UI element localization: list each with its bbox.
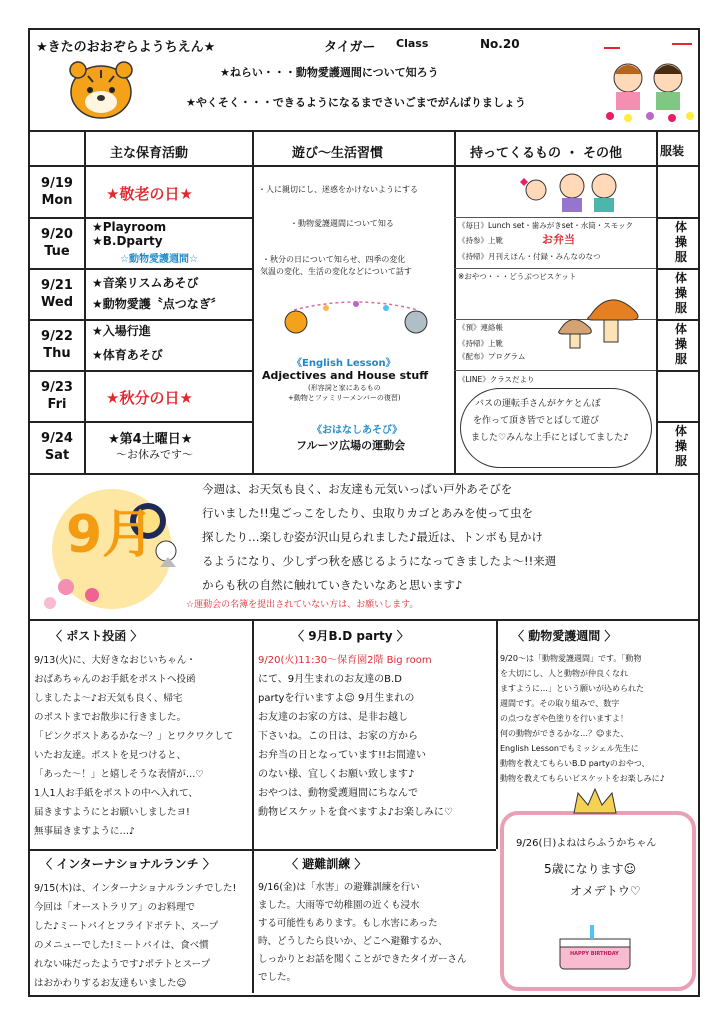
birthday-line-3: オメデトウ♡ [570,884,641,898]
post-line: おばあちゃんのお手紙をポストへ投函 [34,674,196,685]
bd-line: 9/20(火)11:30～保育園2階 Big room [258,655,432,666]
animal-line: English Lessonでもミッシェル先生に [500,744,639,753]
bd-line: 下さいね。この日は、お家の方から [258,731,418,742]
english-lesson-sub2: +動物とファミリーメンバーの復習) [288,394,401,402]
birthday-line-1: 9/26(日)よねはらふうかちゃん [516,838,657,849]
lunch-title: 〈 インターナショナルランチ 〉 [40,857,215,871]
animals-garland-illustration [276,292,436,338]
col-play-header: 遊び～生活習慣 [292,146,384,161]
weekly-message-section [28,475,700,621]
birthday-line-2: 5歳になります☺ [544,862,637,876]
bd-line: partyを行いますよ☺ 9月生まれの [258,693,415,704]
day-wed: 9/21 Wed [41,278,73,310]
cake-text: HAPPY BIRTHDAY [570,951,619,957]
activity-tue-1: ★Playroom [92,220,167,234]
drill-line: 9/16(金)は「水害」の避難訓練を行い [258,882,420,893]
birthday-cake-illustration [550,921,640,977]
col-activity-header: 主な保育活動 [110,146,189,161]
bd-party-title: 〈 9月B.D party 〉 [292,629,409,643]
message-line-3: 探したり…楽しむ姿が沢山見られました♪最近は、トンボも見かけ [202,530,543,544]
lunch-line: 今回は「オーストラリア」のお料理で [34,902,196,913]
header-box [28,28,700,132]
grandparents-illustration [510,168,630,214]
item-program: 《配布》プログラム [458,352,526,361]
item-daily: 《毎日》Lunch set・歯みがきset・水筒・スモック [458,221,634,230]
activity-sat-1: ★第4土曜日★ [108,432,193,447]
bd-line: お弁当の日となっています!!お間違い [258,750,427,761]
lunch-line: 9/15(木)は、インターナショナルランチでした! [34,883,237,894]
clothes-tue: 体 操 服 [674,220,687,264]
activity-tue-2: ★B.Dparty [92,234,163,248]
post-line: 1人1人お手紙をポストの中へ入れて、 [34,788,198,799]
drill-line: でした。 [258,972,297,983]
promise-text: ★やくそく・・・できるようになるまでさいごまでがんばりましょう [186,96,526,109]
clothes-sat: 体 操 服 [674,424,687,468]
item-take-home-shoes: 《持帰》上靴 [458,339,503,348]
activity-sat-2: ～お休みです～ [116,448,193,461]
bottom-articles [28,621,700,997]
message-line-1: 今週は、お天気も良く、お友達も元気いっぱい戸外あそびを [202,482,513,496]
message-line-2: 行いました!!鬼ごっこをしたり、虫取りカゴとあみを使って虫を [202,506,533,520]
post-line: 届きますようにとお願いしましたヨ! [34,807,190,818]
post-line: 「あった～！」と嬉しそうな表情が…♡ [34,769,204,780]
english-lesson-sub1: (形容詞と家にあるもの [308,384,381,392]
post-line: のポストまでお散歩に行きました。 [34,712,187,723]
item-take-home: 《持帰》月刊えほん・付録・みんなのなつ [458,252,601,261]
story-play-title: 《おはなしあそび》 [312,425,403,436]
clothes-thu: 体 操 服 [674,322,687,366]
bd-line: のない様、宜しくお願い致します♪ [258,769,415,780]
english-lesson-title: 《English Lesson》 [292,358,396,369]
activity-wed-2: ★動物愛護〝点つなぎ〞 [92,297,223,311]
day-mon: 9/19 Mon [41,176,73,208]
post-line: 9/13(火)に、大好きなおじいちゃん・ [34,655,196,666]
animal-line: を大切にし、人と動物が仲良くなれ [500,669,628,678]
item-bring-shoes: 《持参》上靴 [458,236,503,245]
bd-line: にて、9月生まれのお友達のB.D [258,674,402,685]
col-clothes-header: 服装 [660,144,685,158]
animal-week-title: 〈 動物愛護週間 〉 [512,629,617,643]
animal-line: 動物を教えてもらいビスケットをお楽しみに♪ [500,774,665,783]
animal-line: 何の動物ができるかな…？☺また、 [500,729,629,738]
bus-line-3: ました♡みんな上手にとばしてました♪ [471,433,629,443]
aim-text: ★ねらい・・・動物愛護週間について知ろう [220,66,439,79]
item-line: 《LINE》クラスだより [458,375,535,384]
bd-line: おやつは、動物愛護週間にちなんで [258,788,418,799]
activity-fri: ★秋分の日★ [106,389,193,407]
item-contact-book: 《預》連絡帳 [458,323,503,332]
drill-line: ました。大雨等で幼稚園の近くも浸水 [258,900,420,911]
day-sat: 9/24 Sat [41,431,73,463]
item-snack: ※おやつ・・・どうぶつビスケット [458,272,577,281]
animal-line: 週間です。その取り組みで、数字 [500,699,620,708]
drill-line: する可能性もあります。もし水害にあった [258,918,438,929]
post-line: 無事届きますように…♪ [34,826,136,837]
play-3b: 気温の変化、生活の変化などについて話す [260,267,412,276]
item-lunchbox-handwritten: お弁当 [542,233,575,246]
english-lesson-main: Adjectives and House stuff [262,369,429,382]
animal-line: 動物を教えてもらいB.D partyのおやつ、 [500,759,650,768]
message-line-4: るようになり、少しずつ秋を感じるようになってきましたよ～!!来週 [202,554,557,568]
mushroom-illustration [550,282,650,366]
children-illustration [598,38,698,124]
message-line-5: からも秋の自然に触れていきたいなあと思います♪ [202,578,463,592]
class-name: タイガー [324,40,376,55]
class-label: Class [396,37,429,50]
post-line: いたお友達。ポストを見つけると、 [34,750,187,761]
drill-line: しっかりとお話を聞くことができたタイガーさん [258,954,467,965]
day-fri: 9/23 Fri [41,380,73,412]
post-title: 〈 ポスト投函 〉 [50,629,143,643]
animal-line: ますように…」という願いが込められた [500,684,644,693]
activity-mon: ★敬老の日★ [106,185,193,203]
day-thu: 9/22 Thu [41,329,73,361]
month-label: 9月 [66,505,155,565]
drill-line: 時、どうしたら良いか、どこへ避難するか、 [258,936,448,947]
day-tue: 9/20 Tue [41,227,73,259]
play-2: ・動物愛護週間について知る [290,219,394,228]
post-line: しましたよ～♪お天気も良く、帰宅 [34,693,183,704]
story-play-main: フルーツ広場の運動会 [296,439,406,452]
lunch-line: れない味だったようです♪ポテトとスープ [34,959,211,970]
col-items-header: 持ってくるもの ・ その他 [470,146,623,161]
activity-thu-2: ★体育あそび [92,348,163,362]
play-3a: ・秋分の日について知らせ、四季の変化 [262,255,406,264]
bus-driver-bubble [460,388,652,468]
bd-line: お友達のお家の方は、是非お越し [258,712,408,723]
activity-wed-1: ★音楽リスムあそび [92,276,199,290]
lunch-line: はおかわりするお友達もいました☺ [34,978,187,989]
clothes-wed: 体 操 服 [674,271,687,315]
bd-line: 動物ビスケットを食べますよ♪お楽しみに♡ [258,807,453,818]
animal-line: 9/20～は「動物愛護週間」です。「動物 [500,654,642,663]
school-name: ★きたのおおぞらようちえん★ [36,40,216,55]
issue-number: No.20 [480,37,520,51]
lunch-line: した♪ミートパイとフライドポテト、スープ [34,921,219,932]
activity-thu-1: ★入場行進 [92,324,151,338]
play-1: ・人に親切にし、迷惑をかけないようにする [258,185,418,194]
message-note: ☆運動会の名簿を提出されていない方は、お願いします。 [186,600,419,610]
bus-line-1: バスの運転手さんがケケとんぼ [475,399,601,409]
tiger-illustration [68,54,134,122]
lunch-line: のメニューでした!ミートパイは、食べ慣 [34,940,209,951]
drill-title: 〈 避難訓練 〉 [286,857,367,871]
animal-line: の点つなぎや色塗りを行いますよ！ [500,714,628,723]
bus-line-2: を作って頂き皆でとばして遊び [473,416,600,426]
crown-icon [570,787,620,817]
weekly-schedule-table [28,132,700,475]
activity-tue-3: ☆動物愛護週間☆ [120,254,198,265]
post-line: 「ピンクポストあるかな～？」とワクワクして [34,731,234,742]
